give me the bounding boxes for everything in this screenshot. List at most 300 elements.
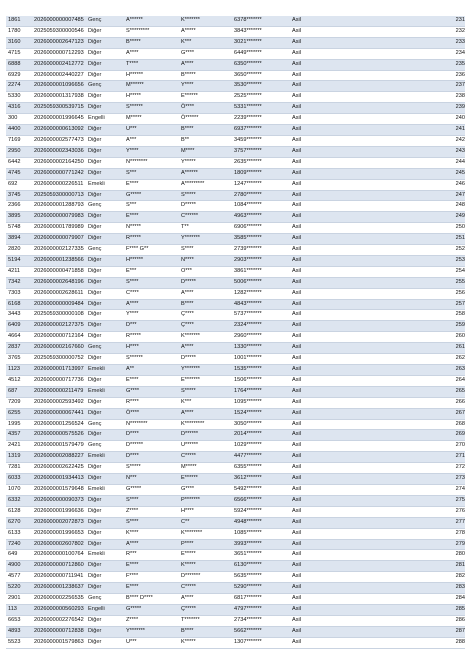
cell-order-number: 242 xyxy=(320,135,465,146)
cell-id-number: 5737******* xyxy=(232,310,290,321)
cell-id-number: 5006******* xyxy=(232,277,290,288)
cell-status: Asil xyxy=(290,310,320,321)
table-row xyxy=(6,463,465,474)
cell-status: Asil xyxy=(290,583,320,594)
cell-status: Asil xyxy=(290,190,320,201)
cell-applicant-id: 7209 xyxy=(6,397,32,408)
cell-status: Asil xyxy=(290,474,320,485)
cell-order-number: 288 xyxy=(320,637,465,648)
cell-category: Diğer xyxy=(86,125,124,136)
cell-application-number: 2026000000712164 xyxy=(32,332,86,343)
table-row xyxy=(6,604,465,615)
cell-last-name: S**** xyxy=(179,245,232,256)
cell-status: Asil xyxy=(290,37,320,48)
cell-order-number: 236 xyxy=(320,70,465,81)
cell-status: Asil xyxy=(290,81,320,92)
table-row xyxy=(6,474,465,485)
cell-application-number: 2026000000007485 xyxy=(32,16,86,26)
cell-category: Diğer xyxy=(86,528,124,539)
cell-application-number: 2026000002440227 xyxy=(32,70,86,81)
cell-application-number: 2026000000211479 xyxy=(32,386,86,397)
cell-category: Diğer xyxy=(86,48,124,59)
cell-order-number: 259 xyxy=(320,321,465,332)
cell-id-number: 3530******* xyxy=(232,81,290,92)
cell-applicant-id: 4745 xyxy=(6,168,32,179)
table-row xyxy=(6,16,465,26)
cell-first-name: S****** xyxy=(124,103,179,114)
cell-status: Asil xyxy=(290,495,320,506)
cell-first-name: D****** xyxy=(124,441,179,452)
cell-applicant-id: 1319 xyxy=(6,452,32,463)
cell-first-name: N******** xyxy=(124,419,179,430)
cell-application-number: 2026000000100764 xyxy=(32,550,86,561)
table-row xyxy=(6,386,465,397)
cell-id-number: 5662******* xyxy=(232,626,290,637)
cell-last-name: K******* xyxy=(179,332,232,343)
cell-first-name: N******** xyxy=(124,157,179,168)
table-row xyxy=(6,212,465,223)
cell-order-number: 274 xyxy=(320,484,465,495)
cell-order-number: 246 xyxy=(320,179,465,190)
cell-category: Emekli xyxy=(86,365,124,376)
cell-last-name: A****** xyxy=(179,168,232,179)
table-row xyxy=(6,484,465,495)
cell-first-name: R***** xyxy=(124,332,179,343)
cell-first-name: H***** xyxy=(124,92,179,103)
cell-id-number: 6449******* xyxy=(232,48,290,59)
cell-category: Diğer xyxy=(86,146,124,157)
cell-order-number: 281 xyxy=(320,561,465,572)
cell-first-name: A**** xyxy=(124,299,179,310)
table-row xyxy=(6,397,465,408)
cell-status: Asil xyxy=(290,223,320,234)
cell-applicant-id: 1995 xyxy=(6,419,32,430)
cell-category: Diğer xyxy=(86,135,124,146)
cell-first-name: H**** xyxy=(124,343,179,354)
cell-applicant-id: 3160 xyxy=(6,37,32,48)
cell-category: Diğer xyxy=(86,474,124,485)
cell-last-name: C** xyxy=(179,517,232,528)
cell-order-number: 280 xyxy=(320,550,465,561)
cell-order-number: 271 xyxy=(320,452,465,463)
cell-application-number: 2025059300000546 xyxy=(32,26,86,37)
cell-applicant-id: 2901 xyxy=(6,594,32,605)
cell-category: Diğer xyxy=(86,583,124,594)
cell-status: Asil xyxy=(290,70,320,81)
cell-last-name: S***** xyxy=(179,386,232,397)
cell-category: Diğer xyxy=(86,277,124,288)
cell-applicant-id: 2837 xyxy=(6,343,32,354)
cell-application-number: 2026000002072873 xyxy=(32,517,86,528)
cell-id-number: 1084******* xyxy=(232,201,290,212)
table-row xyxy=(6,365,465,376)
cell-application-number: 2026000001934413 xyxy=(32,474,86,485)
cell-id-number: 4797******* xyxy=(232,604,290,615)
table-row xyxy=(6,506,465,517)
cell-category: Genç xyxy=(86,441,124,452)
table-row xyxy=(6,594,465,605)
cell-last-name: N**** xyxy=(179,255,232,266)
cell-first-name: A**** xyxy=(124,539,179,550)
cell-order-number: 284 xyxy=(320,594,465,605)
cell-category: Diğer xyxy=(86,615,124,626)
cell-application-number: 2026000001996645 xyxy=(32,114,86,125)
cell-order-number: 241 xyxy=(320,125,465,136)
cell-category: Diğer xyxy=(86,430,124,441)
cell-status: Asil xyxy=(290,321,320,332)
cell-order-number: 273 xyxy=(320,474,465,485)
cell-first-name: S*** xyxy=(124,168,179,179)
cell-last-name: A**** xyxy=(179,594,232,605)
cell-status: Asil xyxy=(290,441,320,452)
cell-order-number: 275 xyxy=(320,495,465,506)
cell-application-number: 2026000000226511 xyxy=(32,179,86,190)
cell-id-number: 2739******* xyxy=(232,245,290,256)
cell-order-number: 239 xyxy=(320,103,465,114)
cell-applicant-id: 5523 xyxy=(6,637,32,648)
cell-last-name: T******* xyxy=(179,615,232,626)
cell-application-number: 2026000002343036 xyxy=(32,146,86,157)
table-row xyxy=(6,615,465,626)
results-sheet xyxy=(6,16,465,649)
cell-last-name: C***** xyxy=(179,452,232,463)
cell-last-name: C****** xyxy=(179,212,232,223)
cell-first-name: E**** xyxy=(124,561,179,572)
cell-category: Emekli xyxy=(86,386,124,397)
cell-id-number: 4477******* xyxy=(232,452,290,463)
cell-id-number: 6350******* xyxy=(232,59,290,70)
cell-applicant-id: 4715 xyxy=(6,48,32,59)
table-row xyxy=(6,92,465,103)
cell-first-name: E**** xyxy=(124,212,179,223)
cell-category: Diğer xyxy=(86,234,124,245)
cell-status: Asil xyxy=(290,168,320,179)
cell-application-number: 2026000002647123 xyxy=(32,37,86,48)
cell-application-number: 2026000001579863 xyxy=(32,637,86,648)
cell-id-number: 6817******* xyxy=(232,594,290,605)
cell-id-number: 1001******* xyxy=(232,354,290,365)
cell-applicant-id: 6929 xyxy=(6,70,32,81)
cell-id-number: 2960******* xyxy=(232,332,290,343)
cell-category: Emekli xyxy=(86,550,124,561)
cell-status: Asil xyxy=(290,561,320,572)
cell-application-number: 2026000001238566 xyxy=(32,255,86,266)
cell-first-name: S***** xyxy=(124,463,179,474)
cell-last-name: K******** xyxy=(179,528,232,539)
cell-id-number: 4843******* xyxy=(232,299,290,310)
cell-first-name: E*** xyxy=(124,266,179,277)
table-row xyxy=(6,452,465,463)
cell-category: Diğer xyxy=(86,266,124,277)
cell-status: Asil xyxy=(290,266,320,277)
cell-first-name: N***** xyxy=(124,223,179,234)
cell-application-number: 2026000002648196 xyxy=(32,277,86,288)
cell-application-number: 2026000000712860 xyxy=(32,561,86,572)
cell-first-name: G***** xyxy=(124,190,179,201)
cell-last-name: B***** xyxy=(179,70,232,81)
cell-applicant-id: 6133 xyxy=(6,528,32,539)
cell-id-number: 3585******* xyxy=(232,234,290,245)
cell-status: Asil xyxy=(290,408,320,419)
cell-first-name: U*** xyxy=(124,637,179,648)
cell-category: Diğer xyxy=(86,626,124,637)
table-row xyxy=(6,528,465,539)
cell-status: Asil xyxy=(290,452,320,463)
cell-order-number: 257 xyxy=(320,299,465,310)
cell-applicant-id: 6168 xyxy=(6,299,32,310)
table-row xyxy=(6,408,465,419)
cell-order-number: 278 xyxy=(320,528,465,539)
cell-id-number: 5924******* xyxy=(232,506,290,517)
cell-id-number: 3459******* xyxy=(232,135,290,146)
cell-category: Genç xyxy=(86,16,124,26)
cell-last-name: E****** xyxy=(179,474,232,485)
cell-first-name: G***** xyxy=(124,484,179,495)
cell-applicant-id: 4893 xyxy=(6,626,32,637)
cell-application-number: 2026000002593492 xyxy=(32,397,86,408)
cell-application-number: 2026000000009484 xyxy=(32,299,86,310)
cell-id-number: 1282******* xyxy=(232,288,290,299)
cell-status: Asil xyxy=(290,245,320,256)
cell-application-number: 2026000001238637 xyxy=(32,583,86,594)
cell-last-name: Ç**** xyxy=(179,310,232,321)
cell-applicant-id: 2820 xyxy=(6,245,32,256)
cell-first-name: S*** xyxy=(124,201,179,212)
cell-application-number: 2026000002412772 xyxy=(32,59,86,70)
cell-order-number: 250 xyxy=(320,223,465,234)
cell-application-number: 2026000001579479 xyxy=(32,441,86,452)
cell-application-number: 2026000000090373 xyxy=(32,495,86,506)
cell-id-number: 5635******* xyxy=(232,572,290,583)
cell-first-name: U*** xyxy=(124,125,179,136)
cell-status: Asil xyxy=(290,484,320,495)
cell-application-number: 2026000002622425 xyxy=(32,463,86,474)
cell-order-number: 283 xyxy=(320,583,465,594)
cell-status: Asil xyxy=(290,506,320,517)
cell-status: Asil xyxy=(290,637,320,648)
cell-last-name: D******* xyxy=(179,572,232,583)
cell-category: Diğer xyxy=(86,637,124,648)
table-row xyxy=(6,179,465,190)
cell-order-number: 287 xyxy=(320,626,465,637)
cell-last-name: O*** xyxy=(179,266,232,277)
table-row xyxy=(6,343,465,354)
cell-id-number: 1085******* xyxy=(232,528,290,539)
cell-order-number: 286 xyxy=(320,615,465,626)
cell-id-number: 2324******* xyxy=(232,321,290,332)
cell-application-number: 2026000000079907 xyxy=(32,234,86,245)
cell-applicant-id: 1780 xyxy=(6,26,32,37)
cell-last-name: B**** xyxy=(179,626,232,637)
cell-order-number: 245 xyxy=(320,168,465,179)
table-row xyxy=(6,419,465,430)
cell-status: Asil xyxy=(290,48,320,59)
table-row xyxy=(6,255,465,266)
cell-applicant-id: 6332 xyxy=(6,495,32,506)
cell-last-name: Ö****** xyxy=(179,114,232,125)
table-row xyxy=(6,561,465,572)
cell-order-number: 247 xyxy=(320,190,465,201)
cell-first-name: D**** xyxy=(124,452,179,463)
cell-order-number: 264 xyxy=(320,375,465,386)
cell-first-name: Y**** xyxy=(124,310,179,321)
cell-first-name: H****** xyxy=(124,255,179,266)
cell-status: Asil xyxy=(290,92,320,103)
table-row xyxy=(6,539,465,550)
cell-applicant-id: 5748 xyxy=(6,223,32,234)
table-row xyxy=(6,354,465,365)
cell-applicant-id: 4512 xyxy=(6,375,32,386)
cell-category: Genç xyxy=(86,81,124,92)
cell-applicant-id: 3895 xyxy=(6,212,32,223)
cell-first-name: M****** xyxy=(124,81,179,92)
table-row xyxy=(6,168,465,179)
cell-category: Diğer xyxy=(86,517,124,528)
cell-first-name: A****** xyxy=(124,16,179,26)
cell-application-number: 2026000002088227 xyxy=(32,452,86,463)
cell-first-name: E**** xyxy=(124,179,179,190)
cell-last-name: C***** xyxy=(179,583,232,594)
cell-category: Diğer xyxy=(86,572,124,583)
cell-category: Diğer xyxy=(86,299,124,310)
cell-application-number: 2026000000613092 xyxy=(32,125,86,136)
cell-status: Asil xyxy=(290,397,320,408)
cell-id-number: 1524******* xyxy=(232,408,290,419)
cell-id-number: 6355******* xyxy=(232,463,290,474)
cell-application-number: 2026000001096656 xyxy=(32,81,86,92)
cell-id-number: 1029******* xyxy=(232,441,290,452)
cell-category: Diğer xyxy=(86,70,124,81)
cell-last-name: B** xyxy=(179,135,232,146)
cell-category: Diğer xyxy=(86,375,124,386)
cell-first-name: G***** xyxy=(124,604,179,615)
cell-status: Asil xyxy=(290,386,320,397)
table-row xyxy=(6,299,465,310)
cell-application-number: 2025059300000713 xyxy=(32,190,86,201)
cell-order-number: 282 xyxy=(320,572,465,583)
table-row xyxy=(6,26,465,37)
cell-category: Diğer xyxy=(86,37,124,48)
cell-application-number: 2026000002127375 xyxy=(32,321,86,332)
cell-status: Asil xyxy=(290,157,320,168)
cell-category: Engelli xyxy=(86,604,124,615)
cell-last-name: G**** xyxy=(179,484,232,495)
cell-order-number: 262 xyxy=(320,354,465,365)
cell-order-number: 232 xyxy=(320,26,465,37)
cell-id-number: 4963******* xyxy=(232,212,290,223)
cell-status: Asil xyxy=(290,255,320,266)
table-row xyxy=(6,550,465,561)
cell-status: Asil xyxy=(290,59,320,70)
cell-applicant-id: 4400 xyxy=(6,125,32,136)
cell-last-name: E******* xyxy=(179,375,232,386)
cell-id-number: 2780******* xyxy=(232,190,290,201)
cell-first-name: Z**** xyxy=(124,615,179,626)
cell-application-number: 2026000001713997 xyxy=(32,365,86,376)
table-row xyxy=(6,583,465,594)
cell-first-name: E**** xyxy=(124,583,179,594)
cell-status: Asil xyxy=(290,16,320,26)
cell-status: Asil xyxy=(290,430,320,441)
table-row xyxy=(6,266,465,277)
cell-status: Asil xyxy=(290,201,320,212)
cell-last-name: K********* xyxy=(179,419,232,430)
cell-order-number: 244 xyxy=(320,157,465,168)
cell-application-number: 2026000000079983 xyxy=(32,212,86,223)
cell-status: Asil xyxy=(290,234,320,245)
cell-applicant-id: 692 xyxy=(6,179,32,190)
table-row xyxy=(6,441,465,452)
table-row xyxy=(6,157,465,168)
cell-first-name: D*** xyxy=(124,321,179,332)
cell-order-number: 238 xyxy=(320,92,465,103)
cell-application-number: 2025059300000752 xyxy=(32,354,86,365)
cell-id-number: 3651******* xyxy=(232,550,290,561)
cell-category: Diğer xyxy=(86,495,124,506)
cell-application-number: 2026000002164250 xyxy=(32,157,86,168)
cell-last-name: K*** xyxy=(179,397,232,408)
table-row xyxy=(6,103,465,114)
cell-application-number: 2026000001789989 xyxy=(32,223,86,234)
cell-category: Emekli xyxy=(86,179,124,190)
cell-order-number: 267 xyxy=(320,408,465,419)
cell-last-name: E****** xyxy=(179,92,232,103)
cell-first-name: A** xyxy=(124,365,179,376)
cell-application-number: 2026000002577473 xyxy=(32,135,86,146)
cell-applicant-id: 3765 xyxy=(6,354,32,365)
cell-order-number: 233 xyxy=(320,37,465,48)
cell-application-number: 2026000001317938 xyxy=(32,92,86,103)
results-table-body xyxy=(6,16,465,648)
cell-applicant-id: 6888 xyxy=(6,59,32,70)
cell-last-name: Y******* xyxy=(179,365,232,376)
cell-id-number: 1535******* xyxy=(232,365,290,376)
cell-order-number: 254 xyxy=(320,266,465,277)
cell-id-number: 2635******* xyxy=(232,157,290,168)
cell-id-number: 3050******* xyxy=(232,419,290,430)
cell-category: Diğer xyxy=(86,190,124,201)
cell-order-number: 237 xyxy=(320,81,465,92)
table-row xyxy=(6,201,465,212)
cell-last-name: Ç**** xyxy=(179,321,232,332)
table-row xyxy=(6,59,465,70)
cell-applicant-id: 687 xyxy=(6,386,32,397)
cell-id-number: 6130******* xyxy=(232,561,290,572)
cell-status: Asil xyxy=(290,550,320,561)
cell-status: Asil xyxy=(290,288,320,299)
cell-status: Asil xyxy=(290,594,320,605)
cell-last-name: A**** xyxy=(179,288,232,299)
cell-application-number: 2026000002256535 xyxy=(32,594,86,605)
cell-id-number: 1330******* xyxy=(232,343,290,354)
cell-first-name: A**** xyxy=(124,48,179,59)
cell-first-name: F**** G** xyxy=(124,245,179,256)
cell-application-number: 2026000000575526 xyxy=(32,430,86,441)
cell-id-number: 4948******* xyxy=(232,517,290,528)
cell-first-name: Ö**** xyxy=(124,408,179,419)
cell-applicant-id: 7240 xyxy=(6,539,32,550)
cell-last-name: Y******* xyxy=(179,234,232,245)
table-row xyxy=(6,277,465,288)
cell-last-name: S***** xyxy=(179,190,232,201)
cell-category: Diğer xyxy=(86,354,124,365)
cell-id-number: 6378******* xyxy=(232,16,290,26)
table-row xyxy=(6,637,465,648)
cell-id-number: 3861******* xyxy=(232,266,290,277)
cell-category: Diğer xyxy=(86,463,124,474)
cell-applicant-id: 5194 xyxy=(6,255,32,266)
cell-order-number: 277 xyxy=(320,517,465,528)
